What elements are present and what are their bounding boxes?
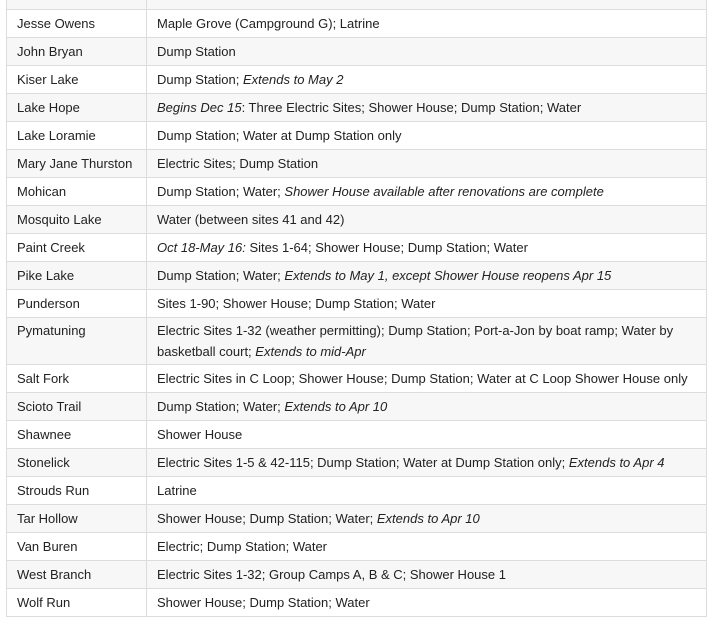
- table-row: [7, 290, 707, 318]
- table-row: [7, 262, 707, 290]
- park-name-cell: Tar Hollow: [7, 505, 147, 533]
- table-row: [7, 10, 707, 38]
- amenity-text: Electric Sites in C Loop; Shower House; Dump Station; Water at C Loop Shower House only: [157, 371, 688, 386]
- park-name-cell: Jesse Owens: [7, 10, 147, 38]
- amenity-text: Shower House; Dump Station; Water: [157, 595, 370, 610]
- amenity-text: Maple Grove (Campground G); Latrine: [157, 16, 380, 31]
- park-name-cell: Mohican: [7, 178, 147, 206]
- amenities-cell: [147, 318, 707, 365]
- table-row: [7, 365, 707, 393]
- amenity-text: Dump Station; Water;: [157, 399, 285, 414]
- amenities-cell: [147, 421, 707, 449]
- amenities-cell: [147, 505, 707, 533]
- table-row: [7, 122, 707, 150]
- amenities-cell: [147, 122, 707, 150]
- amenity-text: Dump Station; Water;: [157, 184, 285, 199]
- amenity-note-italic: Extends to Apr 10: [376, 511, 480, 526]
- table-row: [7, 66, 707, 94]
- amenities-cell: [147, 393, 707, 421]
- table-row: [7, 561, 707, 589]
- campground-table: [6, 0, 707, 617]
- amenities-cell: [147, 262, 707, 290]
- amenities-cell: [147, 10, 707, 38]
- amenity-text: Sites 1-64; Shower House; Dump Station; Water: [245, 240, 528, 255]
- amenities-cell: [147, 234, 707, 262]
- amenity-text: Latrine: [157, 483, 197, 498]
- amenities-cell: [147, 449, 707, 477]
- amenity-text: Dump Station; Water;: [157, 268, 285, 283]
- amenity-text: Electric Sites 1-5 & 42-115; Dump Station; Water at Dump Station only;: [157, 455, 569, 470]
- park-name-cell: Mary Jane Thurston: [7, 150, 147, 178]
- amenities-cell: [147, 66, 707, 94]
- amenities-cell: [147, 38, 707, 66]
- amenity-note-italic: Extends to Apr 4: [568, 455, 665, 470]
- table-row: [7, 0, 707, 10]
- amenities-cell: [147, 365, 707, 393]
- table-body: [7, 0, 707, 617]
- amenity-note-italic: Extends to Apr 10: [284, 399, 388, 414]
- table-row: [7, 393, 707, 421]
- park-name-cell: Salt Fork: [7, 365, 147, 393]
- park-name-cell: Mosquito Lake: [7, 206, 147, 234]
- amenity-text: Shower House; Dump Station; Water;: [157, 511, 377, 526]
- amenity-note-italic: Extends to May 2: [243, 72, 344, 87]
- park-name-cell: Scioto Trail: [7, 393, 147, 421]
- park-name-cell: Lake Hope: [7, 94, 147, 122]
- amenity-text: Sites 1-90; Shower House; Dump Station; Water: [157, 296, 436, 311]
- table-row: [7, 206, 707, 234]
- amenity-text: Water (between sites 41 and 42): [157, 212, 345, 227]
- amenities-cell: [147, 561, 707, 589]
- amenities-cell: [147, 477, 707, 505]
- table-row: [7, 318, 707, 365]
- amenities-cell: [147, 206, 707, 234]
- park-name-cell: Wolf Run: [7, 589, 147, 617]
- park-name-cell: Stonelick: [7, 449, 147, 477]
- table-row: [7, 38, 707, 66]
- park-name-cell: [7, 0, 147, 10]
- amenities-cell: [147, 589, 707, 617]
- amenity-text: Electric Sites 1-32; Group Camps A, B & C; Shower House 1: [157, 567, 506, 582]
- park-name-cell: John Bryan: [7, 38, 147, 66]
- park-name-cell: Kiser Lake: [7, 66, 147, 94]
- park-name-cell: Shawnee: [7, 421, 147, 449]
- table-row: [7, 421, 707, 449]
- table-row: [7, 533, 707, 561]
- amenities-cell: [147, 290, 707, 318]
- amenity-note-italic: Oct 18-May 16:: [157, 240, 246, 255]
- park-name-cell: Pike Lake: [7, 262, 147, 290]
- table-row: [7, 178, 707, 206]
- amenities-cell: [147, 150, 707, 178]
- park-name-cell: Paint Creek: [7, 234, 147, 262]
- amenity-note-italic: Extends to May 1, except Shower House reopens Apr 15: [284, 268, 612, 283]
- table-row: [7, 589, 707, 617]
- amenity-text: Electric Sites 1-32 (weather permitting); Dump Station; Port-a-Jon by boat ramp; Water by basketball court;: [157, 323, 674, 359]
- amenities-cell: [147, 533, 707, 561]
- amenity-text: : Three Electric Sites; Shower House; Dump Station; Water: [241, 100, 582, 115]
- park-name-cell: Punderson: [7, 290, 147, 318]
- amenities-cell: [147, 0, 707, 10]
- park-name-cell: Van Buren: [7, 533, 147, 561]
- amenity-text: Dump Station: [157, 44, 236, 59]
- table-row: [7, 505, 707, 533]
- park-name-cell: Lake Loramie: [7, 122, 147, 150]
- amenity-text: Electric Sites; Dump Station: [157, 156, 319, 171]
- amenity-note-italic: Begins Dec 15: [157, 100, 242, 115]
- amenity-note-italic: Shower House available after renovations are complete: [284, 184, 604, 199]
- amenity-text: Electric; Dump Station; Water: [157, 539, 328, 554]
- table-row: [7, 477, 707, 505]
- amenities-cell: [147, 178, 707, 206]
- park-name-cell: West Branch: [7, 561, 147, 589]
- amenity-text: Shower House: [157, 427, 243, 442]
- table-row: [7, 94, 707, 122]
- table-row: [7, 150, 707, 178]
- park-name-cell: Pymatuning: [7, 318, 147, 365]
- table-row: [7, 234, 707, 262]
- amenity-text: Dump Station;: [157, 72, 243, 87]
- table-row: [7, 449, 707, 477]
- amenities-cell: [147, 94, 707, 122]
- amenity-text: Dump Station; Water at Dump Station only: [157, 128, 402, 143]
- amenity-note-italic: Extends to mid-Apr: [255, 344, 366, 359]
- park-name-cell: Strouds Run: [7, 477, 147, 505]
